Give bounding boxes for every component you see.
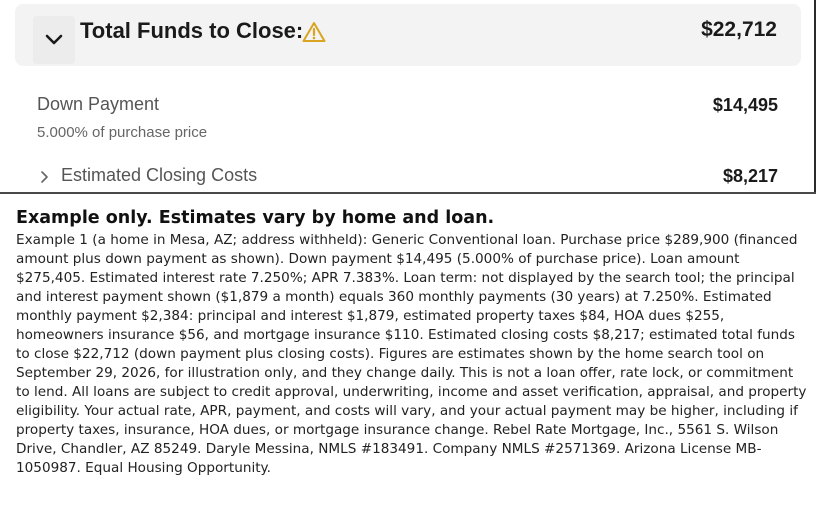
disclaimer-section	[16, 208, 808, 478]
funds-to-close-panel	[0, 0, 816, 194]
panel-divider-bottom	[0, 192, 816, 194]
closing-costs-label: Estimated Closing Costs	[61, 165, 258, 185]
total-funds-amount: $22,712	[701, 18, 777, 41]
disclaimer-heading: Example only. Estimates vary by home and loan.	[16, 208, 495, 228]
chevron-down-icon	[45, 34, 63, 46]
down-payment-label: Down Payment	[37, 94, 160, 114]
total-funds-title: Total Funds to Close:	[80, 18, 304, 43]
down-payment-percent: 5.000% of purchase price	[37, 124, 208, 141]
closing-costs-amount: $8,217	[722, 166, 778, 186]
warning-icon[interactable]	[302, 21, 326, 43]
chevron-right-icon	[40, 170, 50, 184]
expand-toggle-button[interactable]	[33, 16, 75, 64]
disclaimer-body: Example 1 (a home in Mesa, AZ; address withheld): Generic Conventional loan. Purchase price $289,900 (financed amount plus down payment as shown). Down payment $14,495 (5.000% of purchase price). Loan amount $275,405. Estimated interest rate 7.250%; APR 7.383%. Loan term: not displayed by the search tool; the principal and interest payment shown ($1,879 a month) equals 360 monthly payments (30 years) at 7.250%. Estimated monthly payment $2,384: principal and interest $1,879, estimated property taxes $84, HOA dues $255, homeowners insurance $56, and mortgage insurance $110. Estimated closing costs $8,217; estimated total funds to close $22,712 (down payment plus closing costs). Figures are estimates shown by the home search tool on September 29, 2026, for illustration only, and they change daily. This is not a loan offer, rate lock, or commitment to lend. All loans are subject to credit approval, underwriting, income and asset verification, appraisal, and property eligibility. Your actual rate, APR, payment, and costs will vary, and your actual payment may be higher, including if property taxes, insurance, HOA dues, or mortgage insurance change. Rebel Rate Mortgage, Inc., 5561 S. Wilson Drive, Chandler, AZ 85249. Daryle Messina, NMLS #183491. Company NMLS #2571369. Arizona License MB-1050987. Equal Housing Opportunity.	[16, 232, 807, 476]
total-funds-card[interactable]	[15, 4, 801, 66]
down-payment-amount: $14,495	[712, 95, 778, 115]
